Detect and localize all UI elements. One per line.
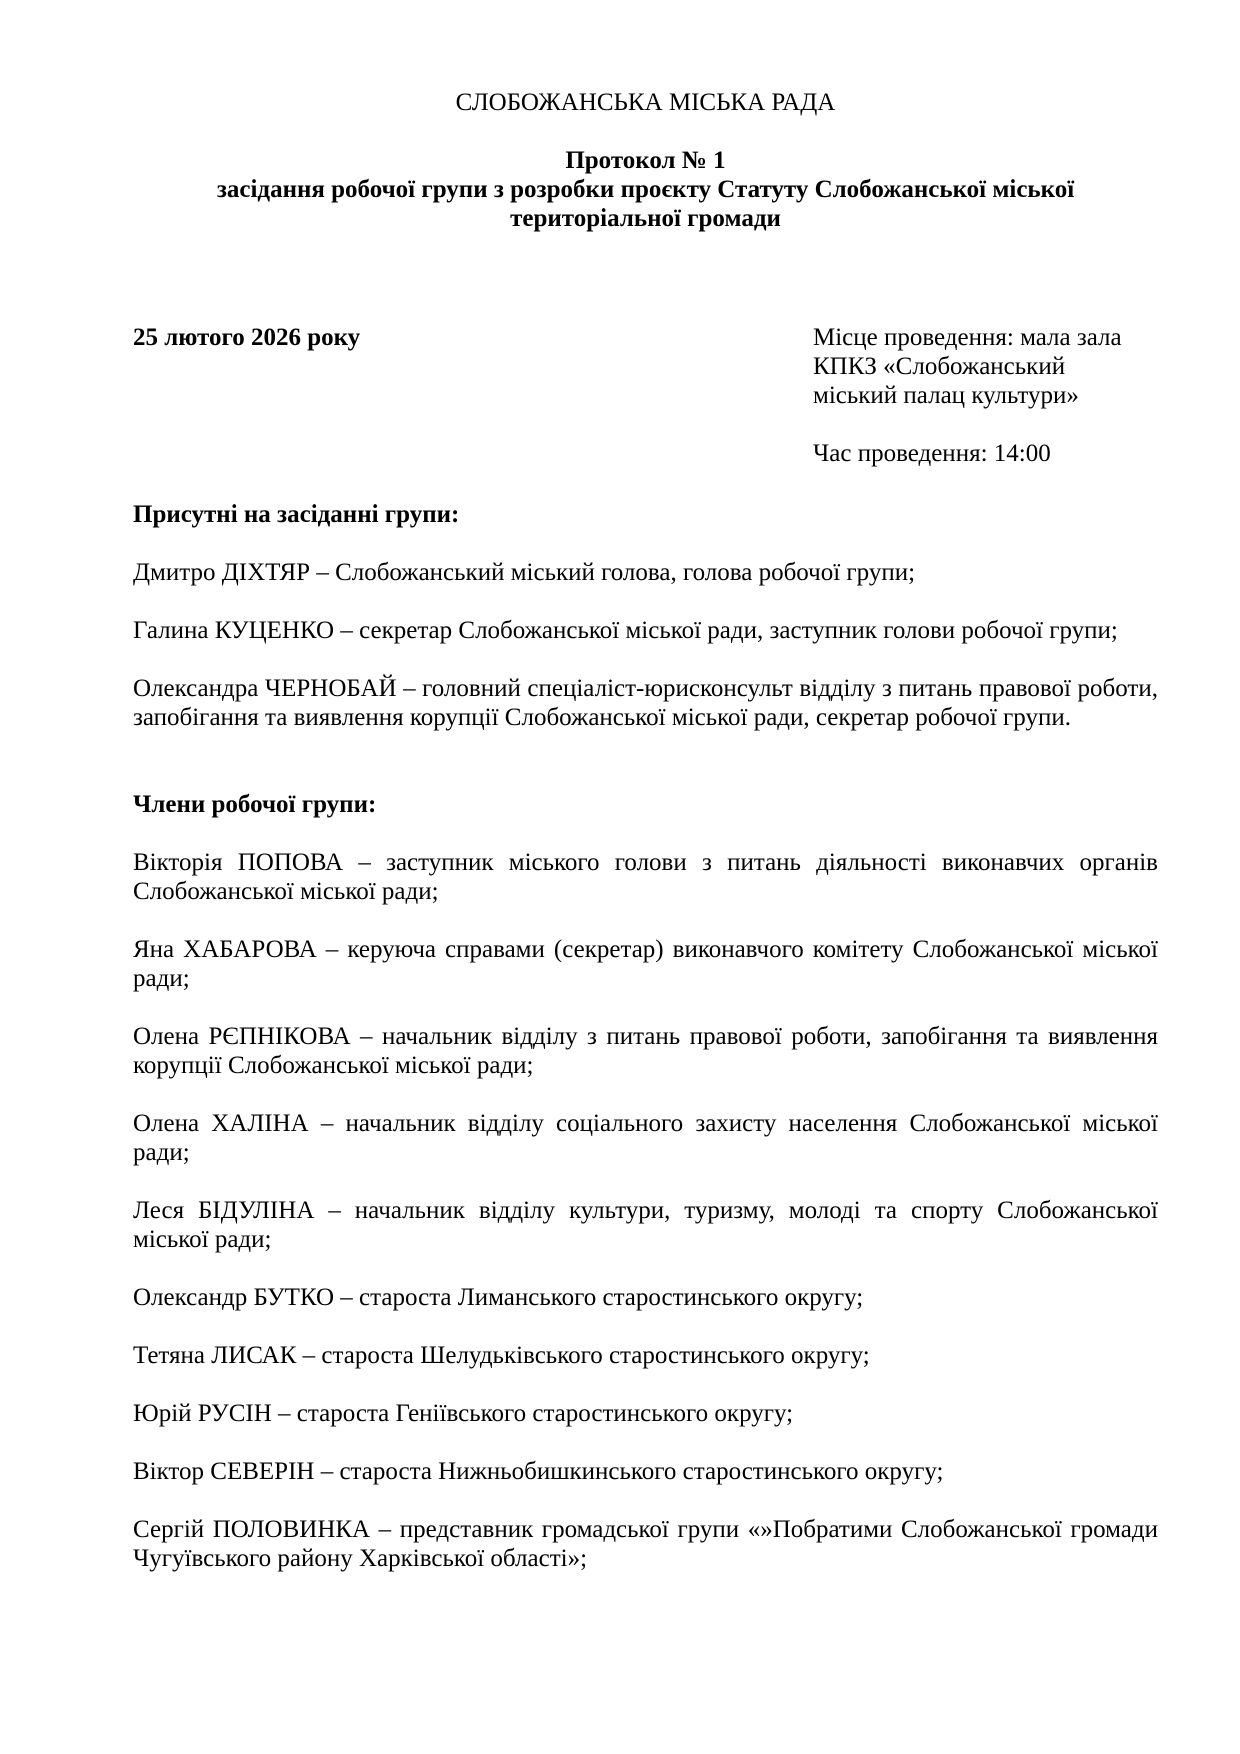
member-item: Олена РЄПНІКОВА – начальник відділу з питань правової роботи, запобігання та виявлення корупції Слобожанської міської ради; [133, 1023, 1158, 1079]
member-item: Яна ХАБАРОВА – керуюча справами (секретар) виконавчого комітету Слобожанської міської ради; [133, 936, 1158, 992]
attendee-item: Олександра ЧЕРНОБАЙ – головний спеціаліст-юрисконсульт відділу з питань правової роботи, запобігання та виявлення корупції Слобожанської міської ради, секретар робочої групи. [133, 675, 1158, 731]
member-item: Юрій РУСІН – староста Геніївського старостинського округу; [133, 1400, 794, 1427]
member-item: Віктор СЕВЕРІН – староста Нижньобишкинського старостинського округу; [133, 1458, 944, 1485]
member-item: Тетяна ЛИСАК – староста Шелудьківського старостинського округу; [133, 1342, 870, 1369]
meeting-place-line-3: міський палац культури» [813, 382, 1079, 409]
meeting-date: 25 лютого 2026 року [133, 324, 361, 351]
protocol-subtitle-line-2: територіальної громади [510, 205, 781, 232]
organization-name: СЛОБОЖАНСЬКА МІСЬКА РАДА [455, 89, 836, 116]
member-item: Олександр БУТКО – староста Лиманського старостинського округу; [133, 1284, 864, 1311]
attendee-item: Галина КУЦЕНКО – секретар Слобожанської міської ради, заступник голови робочої групи; [133, 617, 1118, 644]
protocol-title-block [133, 146, 1158, 233]
member-item: Олена ХАЛІНА – начальник відділу соціального захисту населення Слобожанської міської ради; [133, 1110, 1158, 1166]
member-item: Леся БІДУЛІНА – начальник відділу культури, туризму, молоді та спорту Слобожанської міської ради; [133, 1197, 1158, 1253]
meeting-meta-row [133, 323, 1158, 468]
meeting-place-block [813, 323, 1158, 468]
meeting-place-line-2: КПКЗ «Слобожанський [813, 353, 1066, 380]
attendee-item: Дмитро ДІХТЯР – Слобожанський міський голова, голова робочої групи; [133, 559, 916, 586]
member-item: Сергій ПОЛОВИНКА – представник громадської групи «»Побратими Слобожанської громади Чугуївського району Харківської області»; [133, 1516, 1158, 1572]
member-item: Вікторія ПОПОВА – заступник міського голови з питань діяльності виконавчих органів Слобожанської міської ради; [133, 849, 1158, 905]
meeting-time: Час проведення: 14:00 [813, 440, 1051, 467]
members-heading: Члени робочої групи: [133, 791, 377, 818]
protocol-subtitle-line-1: засідання робочої групи з розробки проєкту Статуту Слобожанської міської [216, 176, 1075, 203]
protocol-number-line: Протокол № 1 [565, 147, 726, 174]
meeting-place-line-1: Місце проведення: мала зала [813, 324, 1122, 351]
attendees-heading: Присутні на засіданні групи: [133, 501, 460, 528]
